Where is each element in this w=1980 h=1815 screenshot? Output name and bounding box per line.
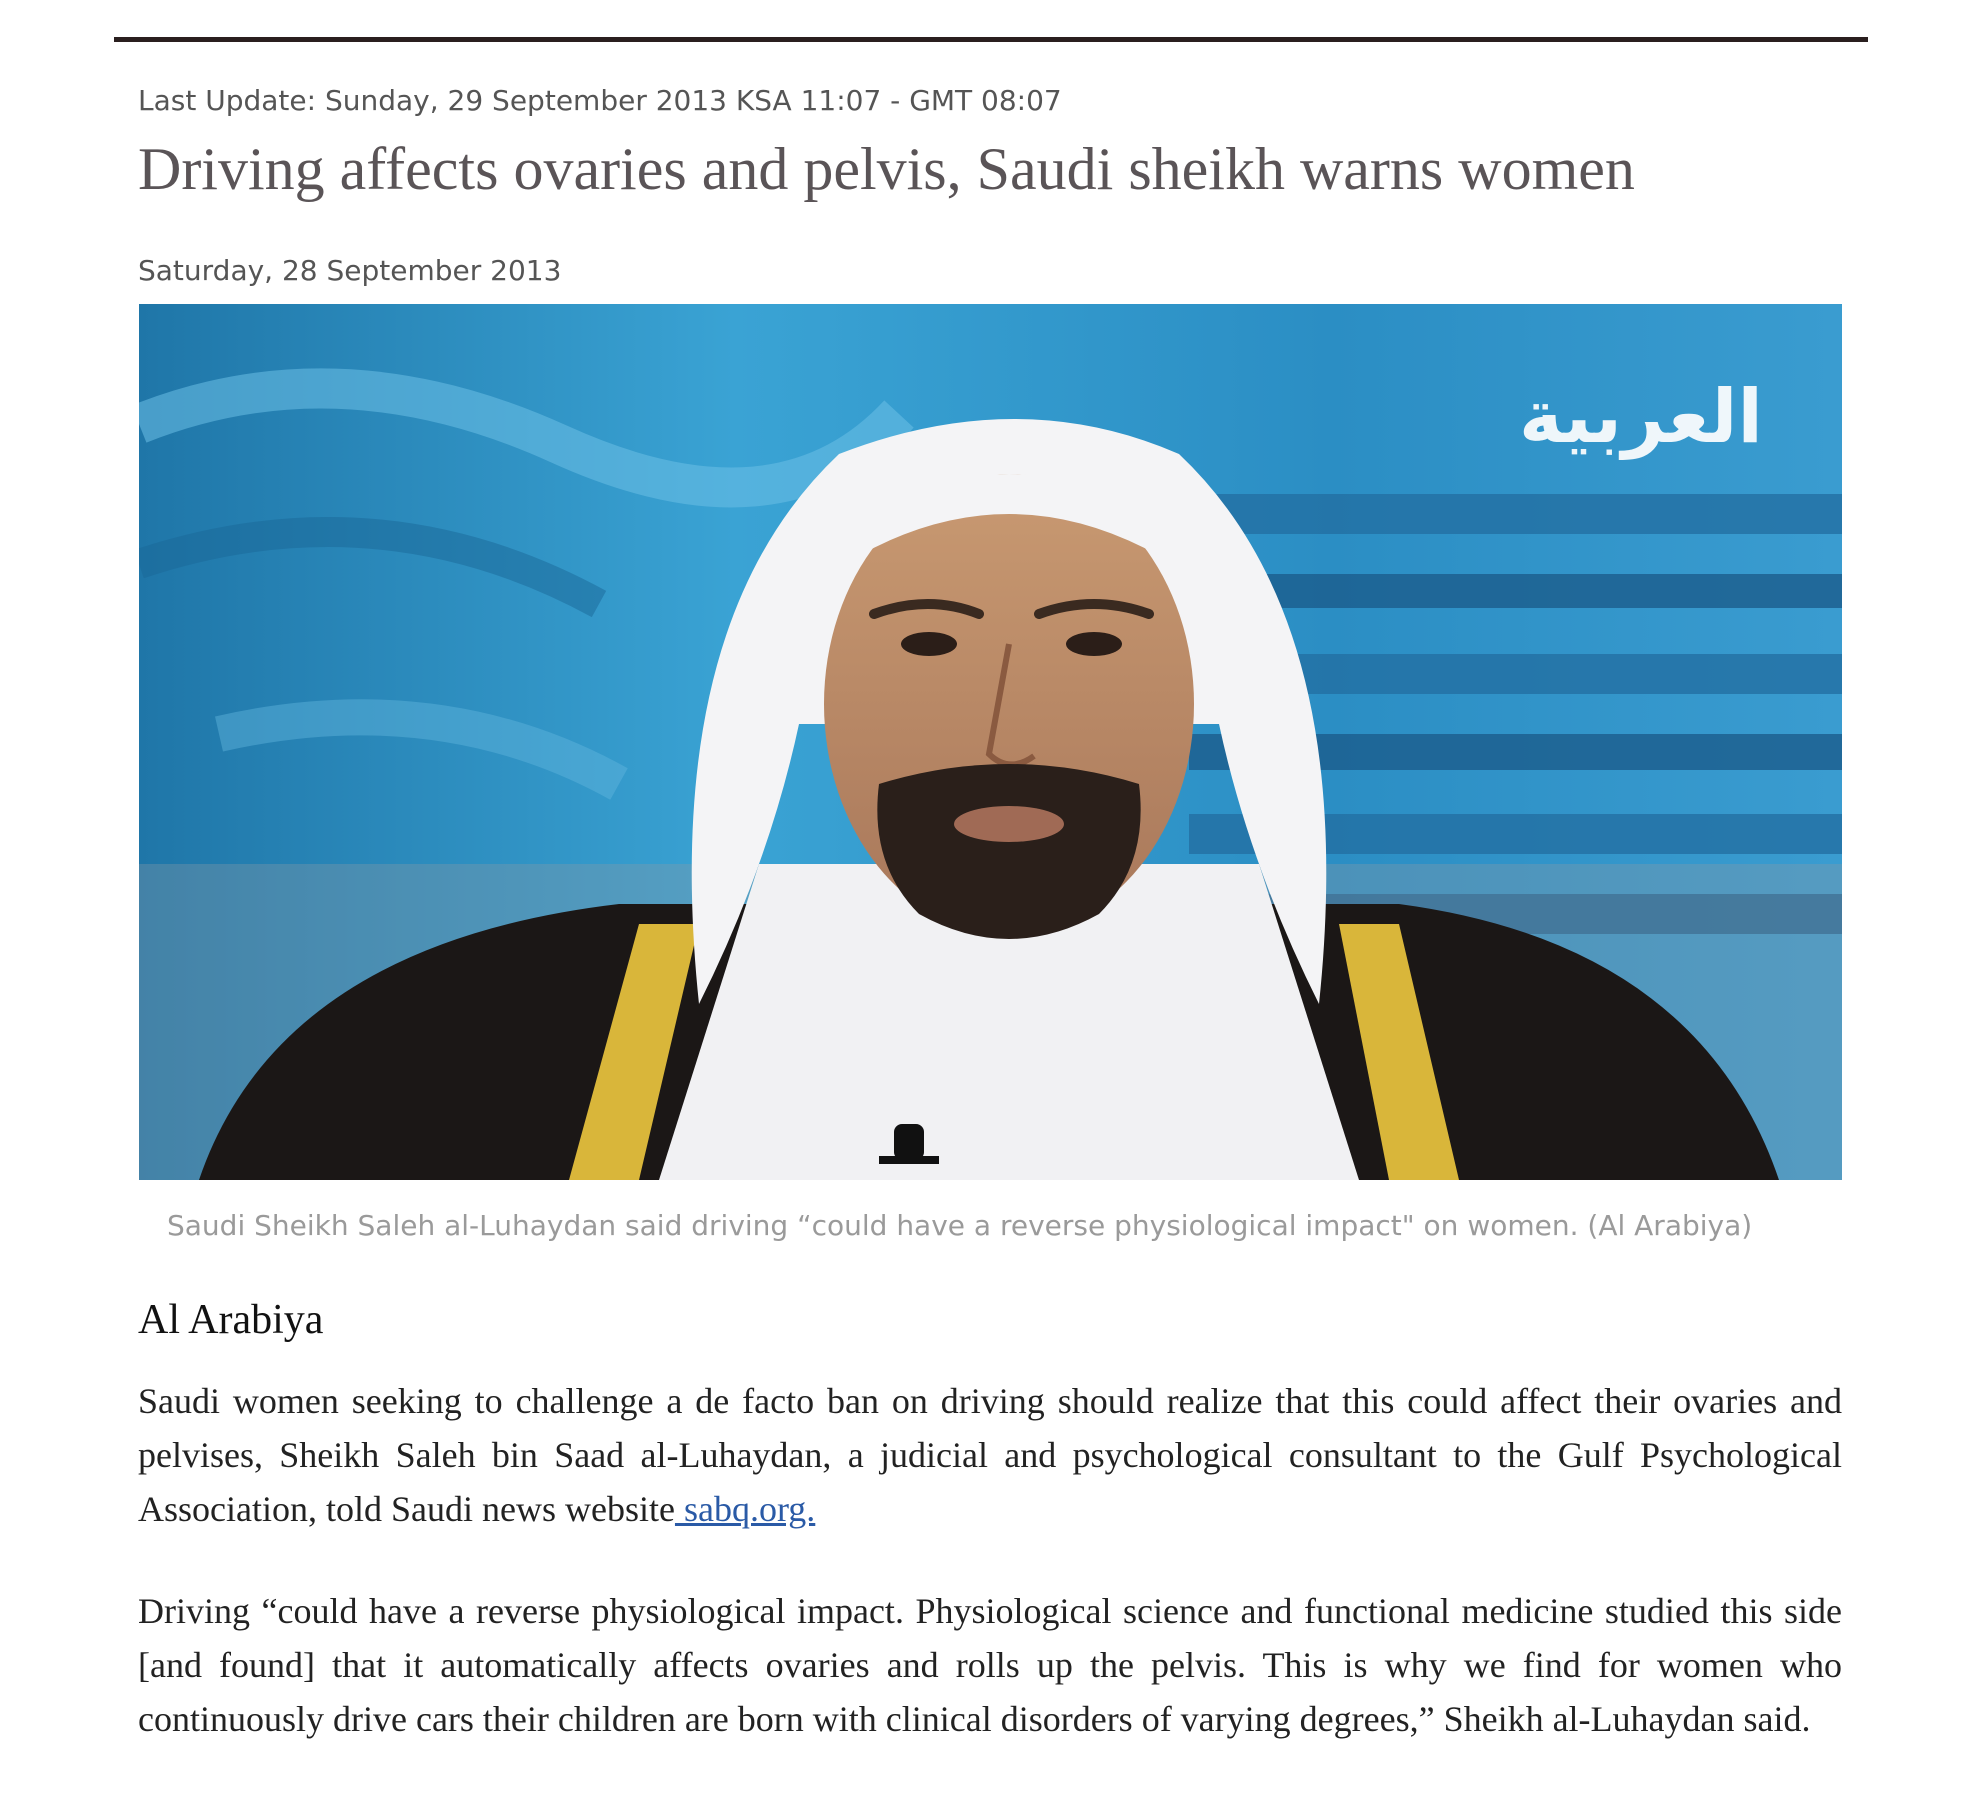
article-source: Al Arabiya <box>138 1297 324 1343</box>
sabq-link[interactable]: sabq.org. <box>674 1489 816 1529</box>
top-divider <box>114 37 1868 42</box>
article-paragraph-2: Driving “could have a reverse physiological impact. Physiological science and functional medicine studied this side [and found] that it automatically affects ovaries and rolls up the pelvis. This is why we find for women who continuously drive cars their children are born with clinical disorders of varying degrees,” Sheikh al-Luhaydan said. <box>138 1591 1842 1739</box>
article-photo <box>139 304 1842 1180</box>
article-paragraph-1 <box>138 1374 1842 1536</box>
al-arabiya-logo: العربية <box>1519 374 1763 460</box>
last-update-timestamp: Last Update: Sunday, 29 September 2013 KSA 11:07 - GMT 08:07 <box>138 84 1062 117</box>
paragraph-1-text: Saudi women seeking to challenge a de facto ban on driving should realize that this could affect their ovaries and pelvises, Sheikh Saleh bin Saad al-Luhaydan, a judicial and psychological consultant to the Gulf Psychological Association, told Saudi news website <box>138 1381 1842 1529</box>
article-headline: Driving affects ovaries and pelvis, Saudi sheikh warns women <box>138 136 1635 202</box>
publication-date: Saturday, 28 September 2013 <box>138 254 562 287</box>
photo-caption: Saudi Sheikh Saleh al-Luhaydan said driving “could have a reverse physiological impact" on women. (Al Arabiya) <box>167 1209 1753 1242</box>
